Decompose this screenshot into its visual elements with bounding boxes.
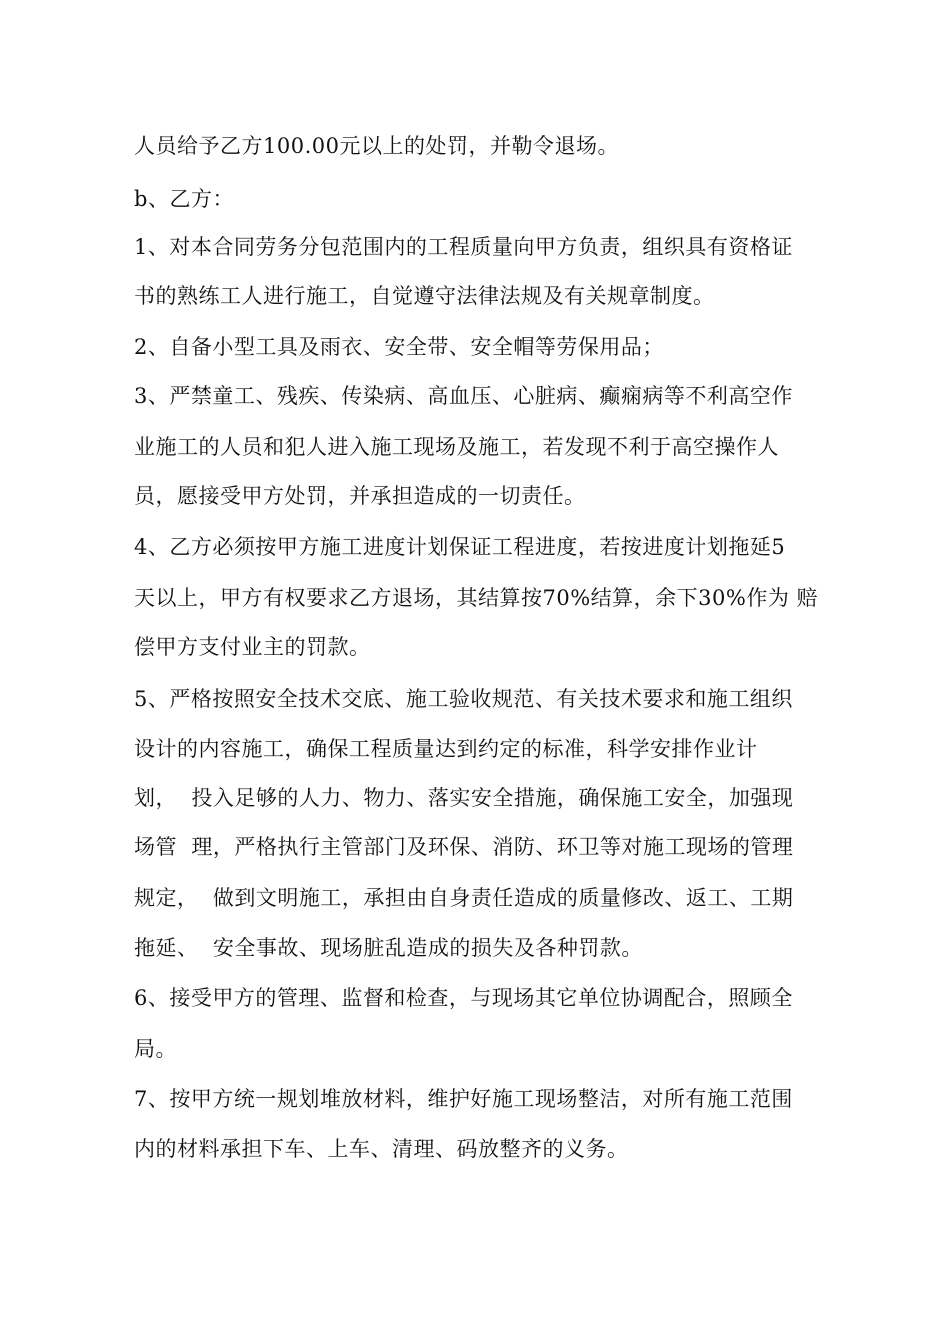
- text-line: 拖延、 安全事故、现场脏乱造成的损失及各种罚款。: [134, 936, 643, 960]
- text-line: 3、严禁童工、残疾、传染病、高血压、心脏病、癫痫病等不利高空作: [134, 384, 793, 408]
- text-line: 5、严格按照安全技术交底、施工验收规范、有关技术要求和施工组织: [134, 687, 793, 711]
- text-line: 划， 投入足够的人力、物力、落实安全措施，确保施工安全，加强现: [134, 786, 794, 810]
- text-line: 人员给予乙方100.00元以上的处罚，并勒令退场。: [134, 134, 619, 158]
- text-line: 6、接受甲方的管理、监督和检查，与现场其它单位协调配合，照顾全: [134, 986, 793, 1010]
- text-line: b、乙方：: [134, 187, 234, 211]
- text-line: 设计的内容施工，确保工程质量达到约定的标准，科学安排作业计: [134, 737, 758, 761]
- text-line: 内的材料承担下车、上车、清理、码放整齐的义务。: [134, 1137, 629, 1161]
- text-line: 偿甲方支付业主的罚款。: [134, 635, 371, 659]
- text-line: 7、按甲方统一规划堆放材料，维护好施工现场整洁，对所有施工范围: [134, 1087, 793, 1111]
- text-line: 场管 理，严格执行主管部门及环保、消防、环卫等对施工现场的管理: [134, 835, 794, 859]
- text-line: 书的熟练工人进行施工，自觉遵守法律法规及有关规章制度。: [134, 284, 715, 308]
- text-line: 员，愿接受甲方处罚，并承担造成的一切责任。: [134, 484, 586, 508]
- text-line: 规定， 做到文明施工，承担由自身责任造成的质量修改、返工、工期: [134, 886, 794, 910]
- text-line: 业施工的人员和犯人进入施工现场及施工，若发现不利于高空操作人: [134, 435, 779, 459]
- text-line: 天以上，甲方有权要求乙方退场，其结算按70%结算，余下30%作为 赔: [134, 586, 819, 610]
- text-line: 4、乙方必须按甲方施工进度计划保证工程进度，若按进度计划拖延5: [134, 535, 786, 559]
- text-line: 1、对本合同劳务分包范围内的工程质量向甲方负责，组织具有资格证: [134, 235, 793, 259]
- text-line: 2、自备小型工具及雨衣、安全带、安全帽等劳保用品；: [134, 335, 664, 359]
- text-line: 局。: [134, 1037, 177, 1061]
